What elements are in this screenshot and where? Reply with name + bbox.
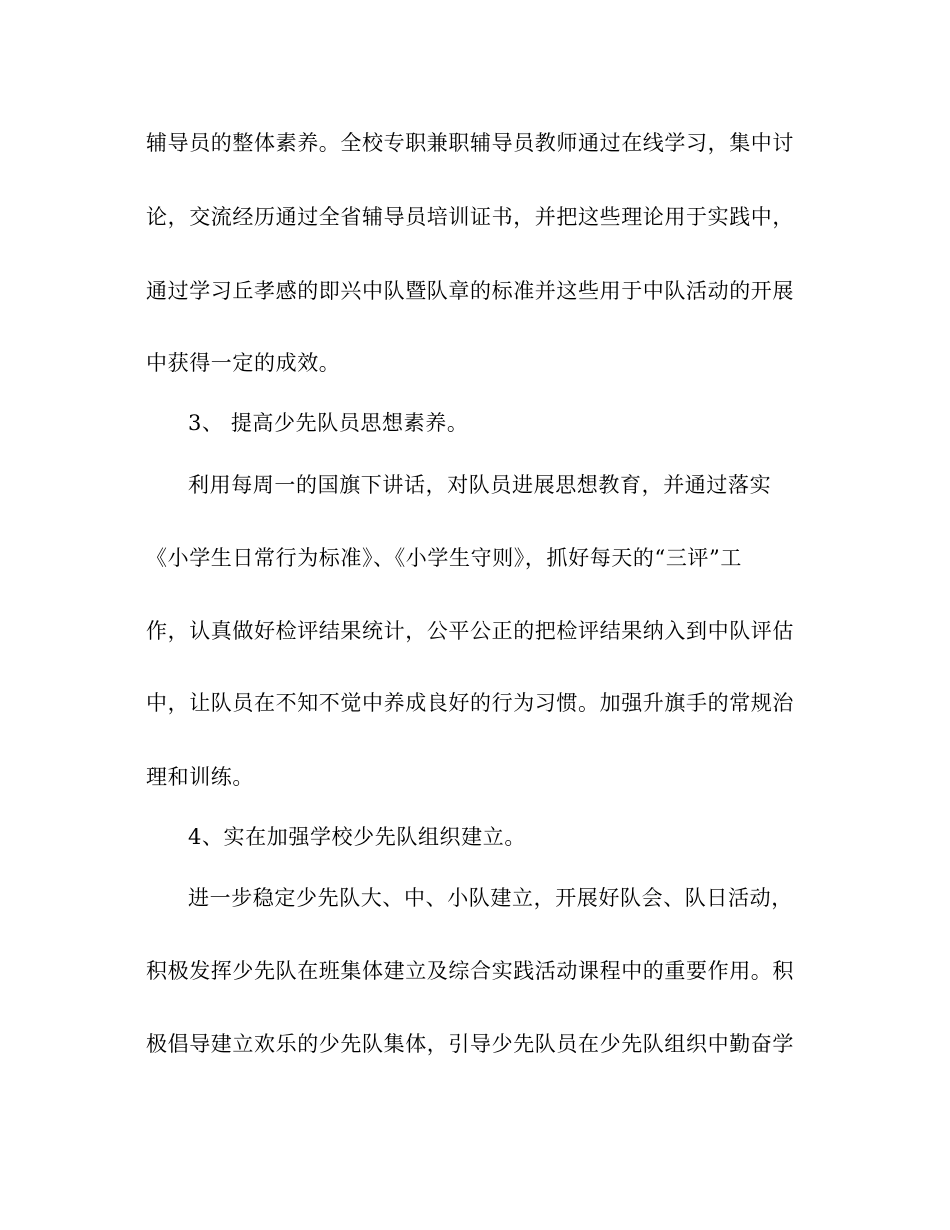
paragraph-line: 进一步稳定少先队大、中、小队建立，开展好队会、队日活动， — [188, 886, 793, 910]
paragraph-line: 中获得一定的成效。 — [146, 351, 341, 375]
paragraph-line: 辅导员的整体素养。全校专职兼职辅导员教师通过在线学习，集中讨 — [146, 131, 794, 155]
paragraph-line: 中，让队员在不知不觉中养成良好的行为习惯。加强升旗手的常规治 — [146, 691, 794, 715]
paragraph-line: 积极发挥少先队在班集体建立及综合实践活动课程中的重要作用。积 — [146, 959, 794, 983]
paragraph-line: 《小学生日常行为标准》、《小学生守则》，抓好每天的“三评”工 — [146, 546, 742, 570]
paragraph-line: 通过学习丘孝感的即兴中队暨队章的标准并这些用于中队活动的开展 — [146, 279, 794, 303]
paragraph-line: 极倡导建立欢乐的少先队集体，引导少先队员在少先队组织中勤奋学 — [146, 1032, 794, 1056]
paragraph-line: 论，交流经历通过全省辅导员培训证书，并把这些理论用于实践中， — [146, 205, 794, 229]
paragraph-line: 作，认真做好检评结果统计，公平公正的把检评结果纳入到中队评估 — [146, 619, 794, 643]
paragraph-line: 利用每周一的国旗下讲话，对队员进展思想教育，并通过落实 — [188, 473, 772, 497]
section-heading-3: 3、 提高少先队员思想素养。 — [188, 411, 469, 435]
section-heading-4: 4、实在加强学校少先队组织建立。 — [188, 825, 526, 849]
paragraph-line: 理和训练。 — [146, 765, 254, 789]
